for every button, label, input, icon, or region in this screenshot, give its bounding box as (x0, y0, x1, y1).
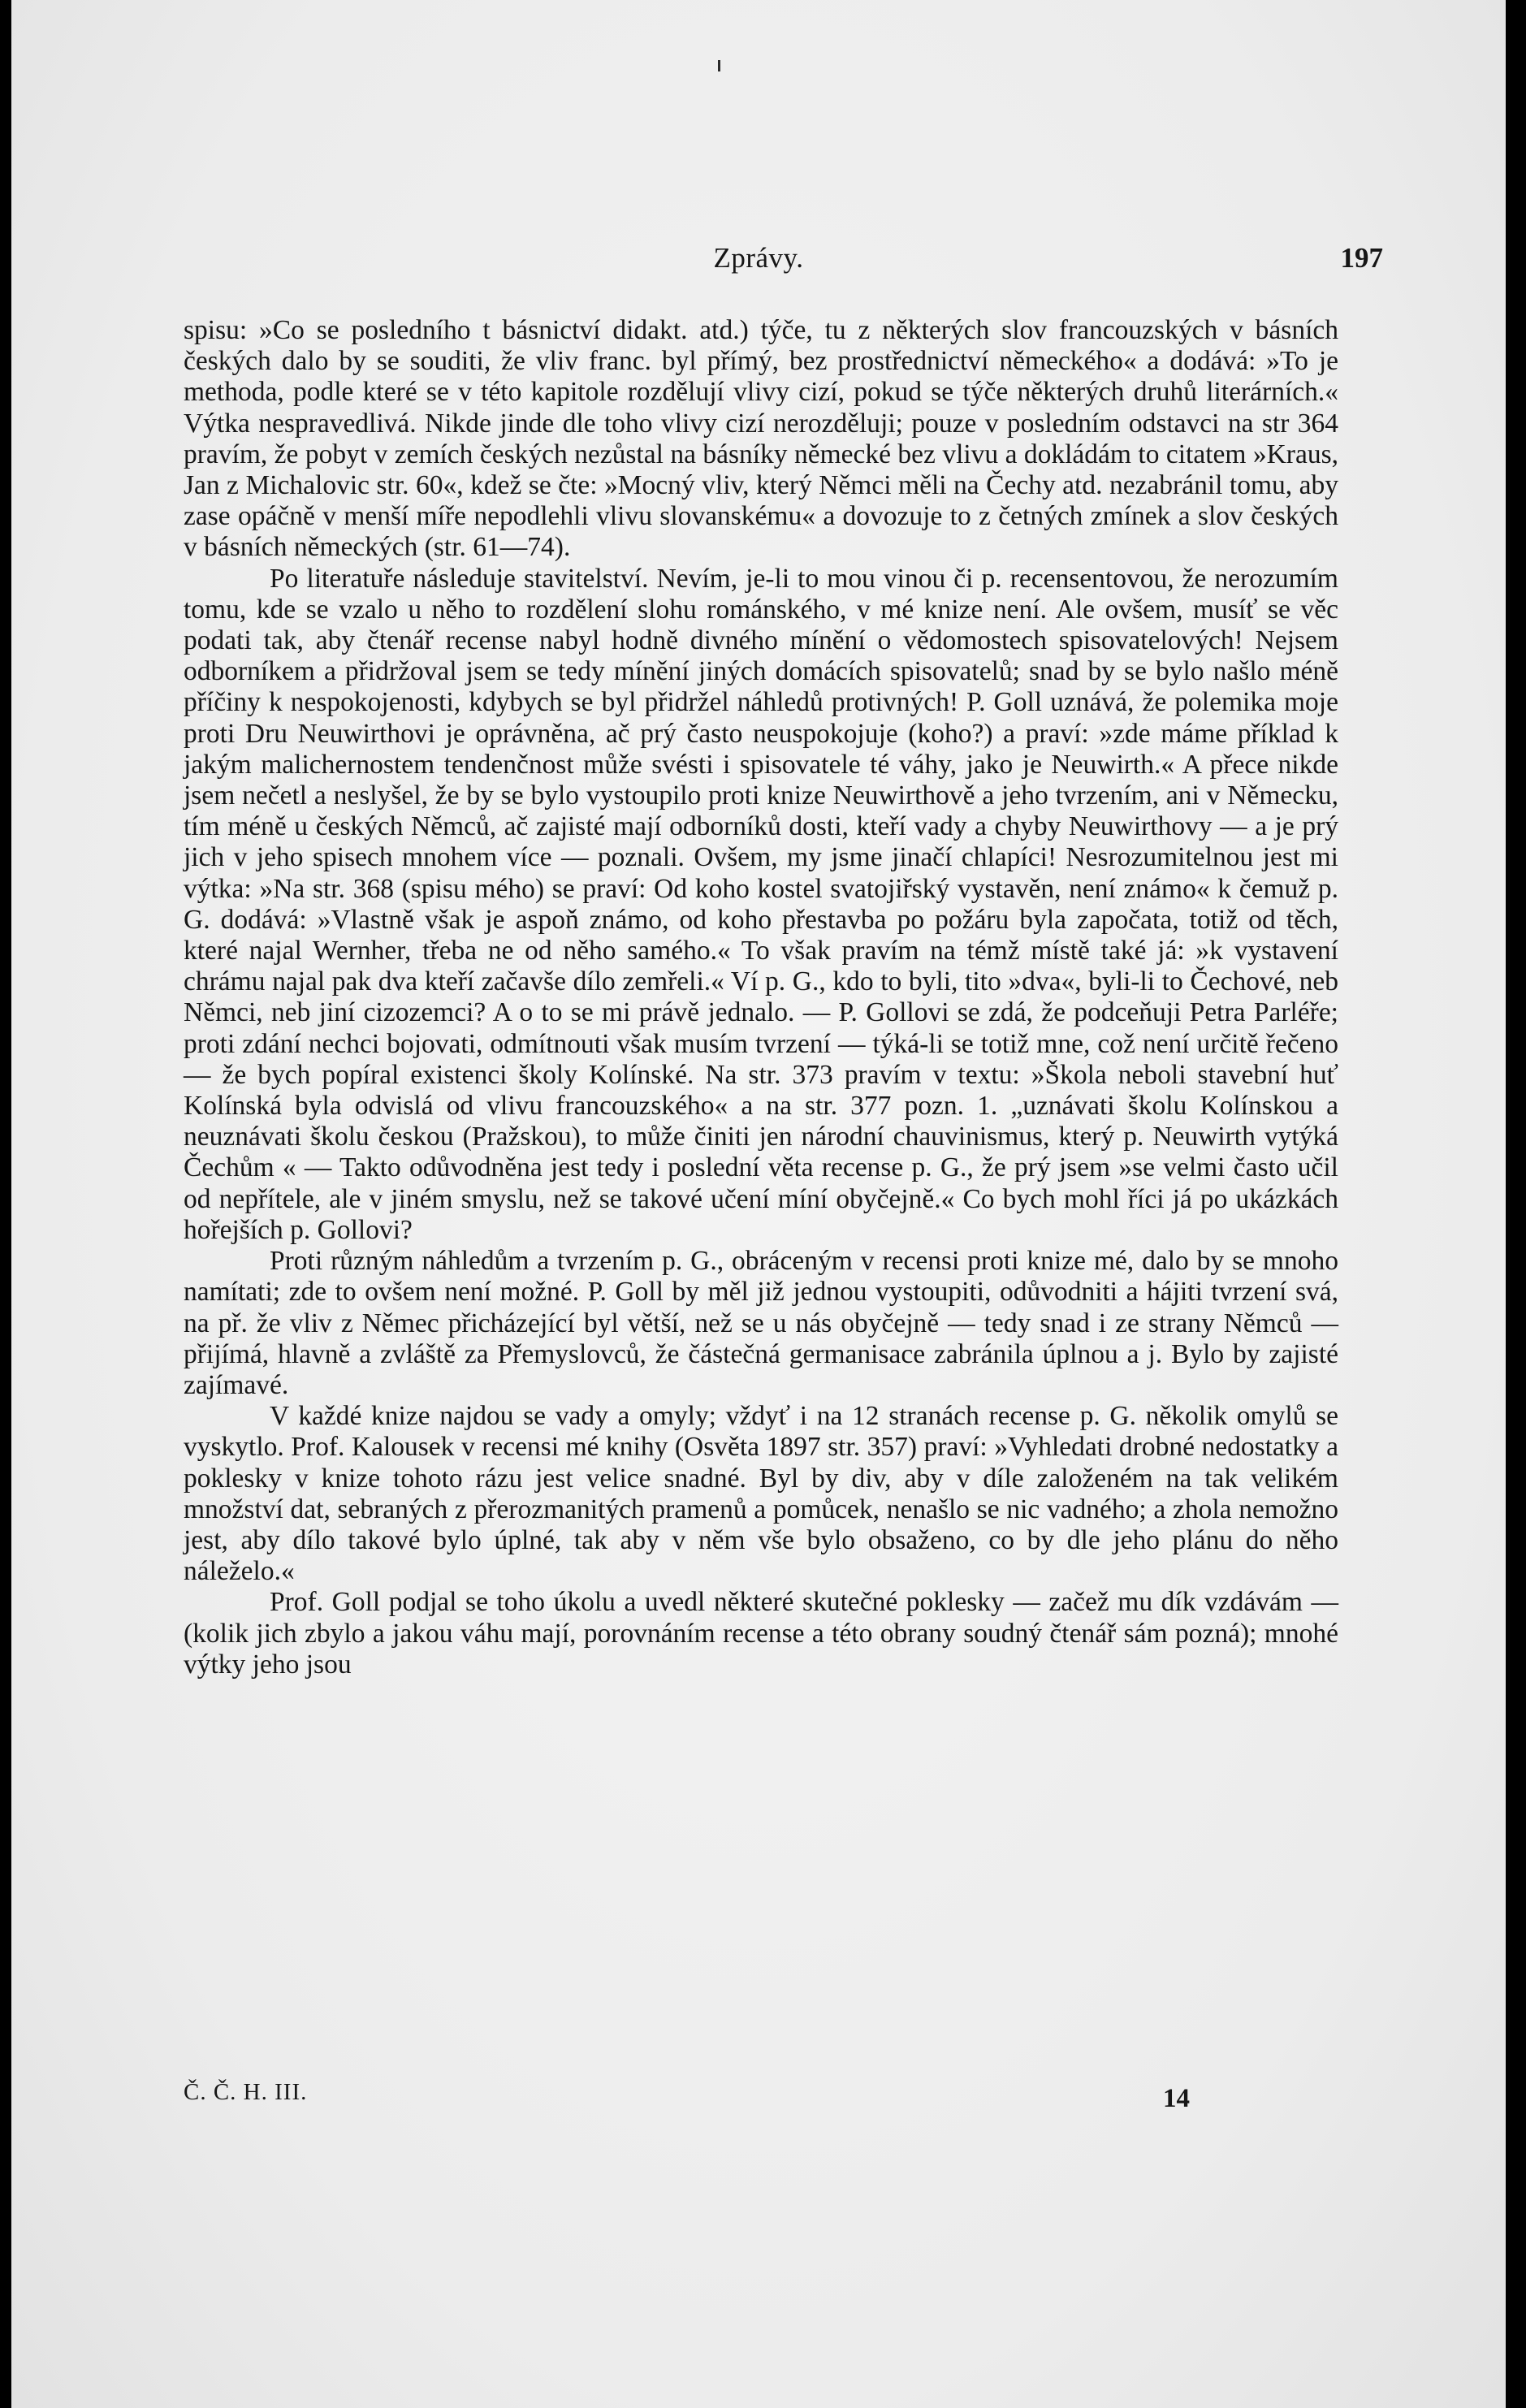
body-text (184, 315, 1338, 1680)
printer-signature: Č. Č. H. III. (184, 2079, 308, 2105)
scanned-page (11, 0, 1506, 2408)
running-header (11, 242, 1506, 283)
paragraph: Po literatuře následuje stavitelství. Nevím, je-li to mou vinou či p. recensentovou, že nerozumím tomu, kde se vzalo u něho to rozdělení slohu románského, v mé knize není. Ale ovšem, musíť se věc podati tak, aby čtenář recense nabyl hodně divného mínění o vědomostech spisovatelových! Nejsem odborníkem a přidržoval jsem se tedy mínění jiných domácích spisovatelů; snad by se bylo našlo méně příčiny k nespokojenosti, kdybych se byl přidržel náhledů protivných! P. Goll uznává, že polemika moje proti Dru Neuwirthovi je oprávněna, ač prý často neuspokojuje (koho?) a praví: »zde máme příklad k jakým malichernostem tendenčnost může svésti i spisovatele té váhy, jako je Neuwirth.« A přece nikde jsem nečetl a neslyšel, že by se bylo vystoupilo proti knize Neuwirthově a jeho tvrzením, ani v Německu, tím méně u českých Němců, ač zajisté mají odborníků dosti, kteří vady a chyby Neuwirthovy — a je prý jich v jeho spisech mnohem více — poznali. Ovšem, my jsme jinačí chlapíci! Nesrozumitelnou jest mi výtka: »Na str. 368 (spisu mého) se praví: Od koho kostel svatojiřský vystavěn, není známo« k čemuž p. G. dodává: »Vlastně však je aspoň známo, od koho přestavba po požáru byla započata, totiž od těch, které najal Wernher, třeba ne od něho samého.« To však pravím na témž místě také já: »k vystavení chrámu najal pak dva kteří začavše dílo zemřeli.« Ví p. G., kdo to byli, tito »dva«, byli-li to Čechové, neb Němci, neb jiní cizozemci? A o to se mi právě jednalo. — P. Gollovi se zdá, že podceňuji Petra Parléře; proti zdání nechci bojovati, odmítnouti však musím tvrzení — týká-li se totiž mne, což není určitě řečeno — že bych popíral existenci školy Kolínské. Na str. 373 pravím v textu: »Škola neboli stavební huť Kolínská byla odvislá od vlivu francouzského« a na str. 377 pozn. 1. „uznávati školu Kolínskou a neuznávati školu českou (Pražskou), to může činiti jen národní chauvinismus, který p. Neuwirth vytýká Čechům « — Takto odůvodněna jest tedy i poslední věta recense p. G., že prý jsem »se velmi často učil od nepřítele, ale v jiném smyslu, než se takové učení míní obyčejně.« Co bych mohl říci já po ukázkách hořejších p. Gollovi? (184, 563, 1338, 1245)
section-title: Zprávy. (713, 242, 804, 274)
sheet-number: 14 (1163, 2084, 1190, 2113)
scan-speck (718, 60, 720, 71)
paragraph: Proti různým náhledům a tvrzením p. G., obráceným v recensi proti knize mé, dalo by se mnoho namítati; zde to ovšem není možné. P. Goll by měl již jednou vystoupiti, odůvodniti a hájiti tvrzení svá, na př. že vliv z Němec přicházející byl větší, než se u nás obyčejně — tedy snad i ze strany Němců — přijímá, hlavně a zvláště za Přemyslovců, že částečná germanisace zabránila úplnou a j. Bylo by zajisté zajímavé. (184, 1246, 1338, 1400)
paragraph: spisu: »Co se posledního t básnictví didakt. atd.) týče, tu z některých slov francouzských v básních českých dalo by se souditi, že vliv franc. byl přímý, bez prostřednictví německého« a dodává: »To je methoda, podle které se v této kapitole rozdělují vlivy cizí, pokud se týče některých druhů literárních.« Výtka nespravedlivá. Nikde jinde dle toho vlivy cizí nerozděluji; pouze v posledním odstavci na str 364 pravím, že pobyt v zemích českých nezůstal na básníky německé bez vlivu a dokládám to citatem »Kraus, Jan z Michalovic str. 60«, kdež se čte: »Mocný vliv, který Němci měli na Čechy atd. nezabránil tomu, aby zase opáčně v menší míře nepodlehli vlivu slovanskému« a dovozuje to z četných zmínek a slov českých v básních německých (str. 61—74). (184, 315, 1338, 563)
paragraph: V každé knize najdou se vady a omyly; vždyť i na 12 stranách recense p. G. několik omylů se vyskytlo. Prof. Kalousek v recensi mé knihy (Osvěta 1897 str. 357) praví: »Vyhledati drobné nedostatky a poklesky v knize tohoto rázu jest velice snadné. Byl by div, aby v díle založeném na tak velikém množství dat, sebraných z přerozmanitých pramenů a pomůcek, nenašlo se nic vadného; a zhola nemožno jest, aby dílo takové bylo úplné, tak aby v něm vše bylo obsaženo, co by dle jeho plánu do něho náleželo.« (184, 1401, 1338, 1587)
page-number: 197 (1340, 242, 1383, 274)
paragraph: Prof. Goll podjal se toho úkolu a uvedl některé skutečné poklesky — začež mu dík vzdávám — (kolik jich zbylo a jakou váhu mají, porovnáním recense a této obrany soudný čtenář sám pozná); mnohé výtky jeho jsou (184, 1587, 1338, 1680)
